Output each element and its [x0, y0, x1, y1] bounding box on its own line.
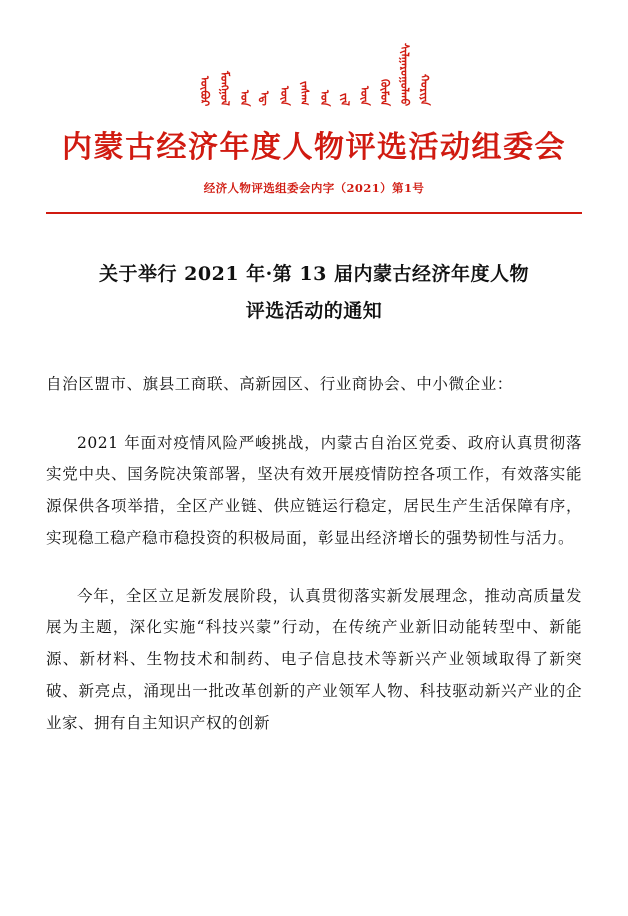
body-paragraph: 2021 年面对疫情风险严峻挑战，内蒙古自治区党委、政府认真贯彻落实党中央、国务院决策部署，坚决有效开展疫情防控各项工作，有效落实能源保供各项举措，全区产业链、供应链运行稳定，居民生产生活保障有序，实现稳工稳产稳市稳投资的积极局面，彰显出经济增长的强势韧性与活力。 — [46, 433, 582, 547]
mongolian-column: ᠤᠨ — [237, 89, 251, 106]
body-paragraph: 今年，全区立足新发展阶段，认真贯彻落实新发展理念，推动高质量发展为主题，深化实施“科技兴蒙”行动，在传统产业新旧动能转型中、新能源、新材料、生物技术和制药、电子信息技术等新兴产业领域取得了新突破、新亮点，涌现出一批改革创新的产业领军人物、科技驱动新兴产业的企业家、拥有自主知识产权的创新 — [46, 586, 582, 732]
mongolian-column: ᠥᠪᠦᠷ — [197, 75, 211, 106]
red-divider — [46, 212, 582, 214]
mongolian-header-band — [46, 0, 582, 106]
mongolian-column: ᠬᠦᠮᠦᠨ — [377, 78, 391, 106]
mongolian-column: ᠵᠢᠯ — [337, 93, 351, 106]
mongolian-column: ᠬᠣᠷᠢᠶᠠ — [417, 74, 431, 106]
mongolian-column: ᠤᠨ — [317, 89, 331, 106]
mongolian-column: ᠵᠠᠰᠠᠭ — [297, 81, 311, 106]
mongolian-column: ᠦᠨ — [357, 86, 371, 106]
page-title-line-1: 关于举行 2021 年·第 13 届内蒙古经济年度人物 — [99, 263, 529, 285]
mongolian-column: ᠰᠢᠯᠭᠠᠷᠤᠭᠤᠯᠬᠤ — [397, 42, 411, 106]
document-number: 经济人物评选组委会内字（2021）第1号 — [203, 181, 425, 195]
mongolian-column: ᠥᠨ — [277, 86, 291, 106]
organization-title: 内蒙古经济年度人物评选活动组委会 — [62, 130, 566, 165]
mongolian-column: ᠮᠣᠩᠭᠣᠯ — [217, 71, 231, 106]
page-title — [46, 256, 582, 330]
mongolian-column: ᠡᠳ᠋ — [257, 91, 271, 106]
salutation: 自治区盟市、旗县工商联、高新园区、行业商协会、中小微企业： — [46, 375, 513, 394]
page-title-line-2: 评选活动的通知 — [245, 300, 383, 323]
